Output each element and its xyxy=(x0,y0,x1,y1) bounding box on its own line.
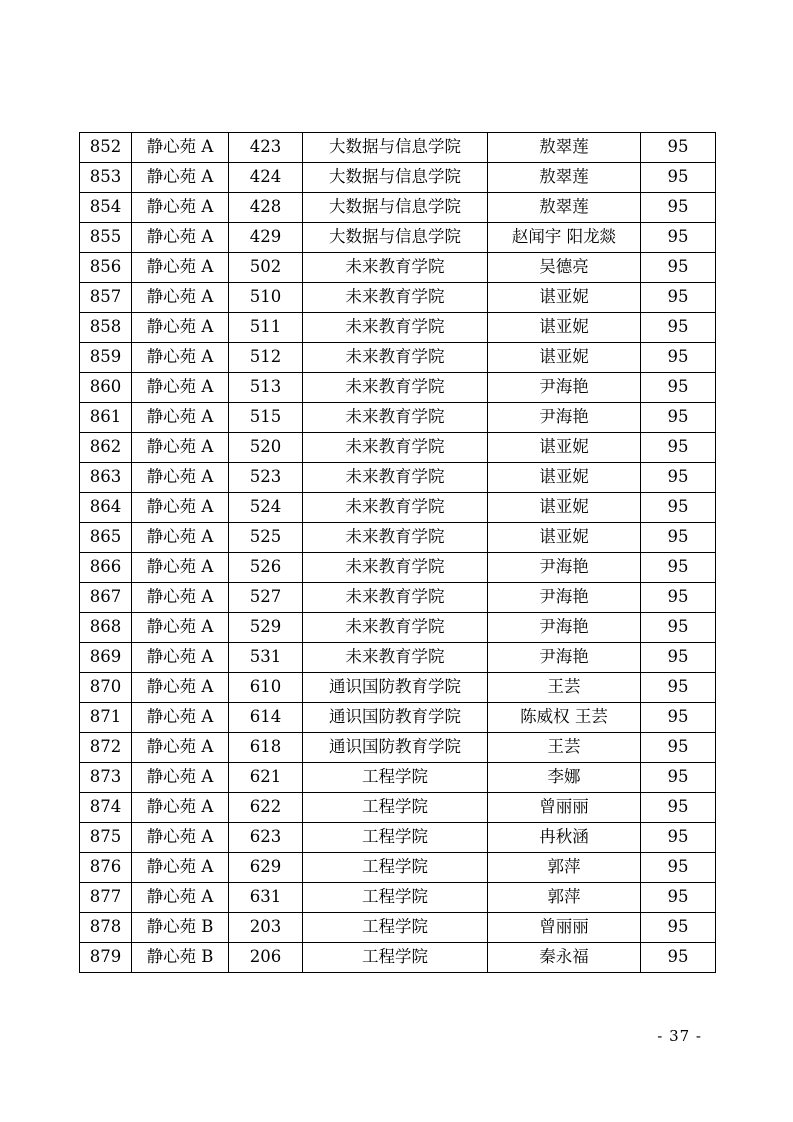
building-cell: 静心苑 A xyxy=(132,643,229,673)
room-number-cell: 631 xyxy=(229,883,303,913)
serial-number-cell: 861 xyxy=(80,403,132,433)
serial-number-cell: 871 xyxy=(80,703,132,733)
score-cell: 95 xyxy=(641,853,716,883)
score-cell: 95 xyxy=(641,133,716,163)
serial-number-cell: 853 xyxy=(80,163,132,193)
serial-number-cell: 877 xyxy=(80,883,132,913)
table-row xyxy=(80,853,716,883)
building-cell: 静心苑 A xyxy=(132,163,229,193)
college-cell: 通识国防教育学院 xyxy=(303,703,488,733)
serial-number-cell: 870 xyxy=(80,673,132,703)
score-cell: 95 xyxy=(641,493,716,523)
table-row xyxy=(80,403,716,433)
score-cell: 95 xyxy=(641,163,716,193)
serial-number-cell: 864 xyxy=(80,493,132,523)
serial-number-cell: 863 xyxy=(80,463,132,493)
staff-name-cell: 敖翠莲 xyxy=(488,193,641,223)
college-cell: 未来教育学院 xyxy=(303,583,488,613)
staff-name-cell: 谌亚妮 xyxy=(488,493,641,523)
staff-name-cell: 尹海艳 xyxy=(488,403,641,433)
table-row xyxy=(80,943,716,973)
serial-number-cell: 856 xyxy=(80,253,132,283)
staff-name-cell: 谌亚妮 xyxy=(488,283,641,313)
table-row xyxy=(80,763,716,793)
serial-number-cell: 860 xyxy=(80,373,132,403)
table-row xyxy=(80,733,716,763)
college-cell: 未来教育学院 xyxy=(303,463,488,493)
table-row xyxy=(80,793,716,823)
staff-name-cell: 秦永福 xyxy=(488,943,641,973)
score-cell: 95 xyxy=(641,643,716,673)
score-cell: 95 xyxy=(641,223,716,253)
serial-number-cell: 875 xyxy=(80,823,132,853)
room-number-cell: 428 xyxy=(229,193,303,223)
score-cell: 95 xyxy=(641,553,716,583)
table-row xyxy=(80,553,716,583)
college-cell: 未来教育学院 xyxy=(303,283,488,313)
score-cell: 95 xyxy=(641,703,716,733)
staff-name-cell: 谌亚妮 xyxy=(488,463,641,493)
serial-number-cell: 859 xyxy=(80,343,132,373)
building-cell: 静心苑 A xyxy=(132,283,229,313)
staff-name-cell: 谌亚妮 xyxy=(488,313,641,343)
serial-number-cell: 855 xyxy=(80,223,132,253)
table-row xyxy=(80,133,716,163)
score-cell: 95 xyxy=(641,793,716,823)
table-row xyxy=(80,613,716,643)
serial-number-cell: 872 xyxy=(80,733,132,763)
staff-name-cell: 敖翠莲 xyxy=(488,163,641,193)
college-cell: 大数据与信息学院 xyxy=(303,163,488,193)
table-row xyxy=(80,283,716,313)
score-cell: 95 xyxy=(641,943,716,973)
room-number-cell: 525 xyxy=(229,523,303,553)
table-row xyxy=(80,883,716,913)
college-cell: 工程学院 xyxy=(303,793,488,823)
room-number-cell: 429 xyxy=(229,223,303,253)
staff-name-cell: 郭萍 xyxy=(488,883,641,913)
building-cell: 静心苑 A xyxy=(132,793,229,823)
score-cell: 95 xyxy=(641,673,716,703)
staff-name-cell: 谌亚妮 xyxy=(488,343,641,373)
room-number-cell: 529 xyxy=(229,613,303,643)
table-row xyxy=(80,223,716,253)
college-cell: 未来教育学院 xyxy=(303,523,488,553)
serial-number-cell: 858 xyxy=(80,313,132,343)
table-row xyxy=(80,253,716,283)
staff-name-cell: 尹海艳 xyxy=(488,373,641,403)
college-cell: 工程学院 xyxy=(303,763,488,793)
building-cell: 静心苑 A xyxy=(132,223,229,253)
college-cell: 工程学院 xyxy=(303,943,488,973)
room-number-cell: 524 xyxy=(229,493,303,523)
room-number-cell: 623 xyxy=(229,823,303,853)
table-body xyxy=(80,133,716,973)
staff-name-cell: 陈威权 王芸 xyxy=(488,703,641,733)
building-cell: 静心苑 A xyxy=(132,253,229,283)
building-cell: 静心苑 A xyxy=(132,673,229,703)
room-number-cell: 526 xyxy=(229,553,303,583)
table-row xyxy=(80,343,716,373)
staff-name-cell: 尹海艳 xyxy=(488,643,641,673)
table-row xyxy=(80,193,716,223)
building-cell: 静心苑 A xyxy=(132,553,229,583)
building-cell: 静心苑 A xyxy=(132,133,229,163)
staff-name-cell: 谌亚妮 xyxy=(488,523,641,553)
score-cell: 95 xyxy=(641,403,716,433)
staff-name-cell: 郭萍 xyxy=(488,853,641,883)
room-number-cell: 423 xyxy=(229,133,303,163)
room-number-cell: 513 xyxy=(229,373,303,403)
building-cell: 静心苑 A xyxy=(132,613,229,643)
building-cell: 静心苑 A xyxy=(132,493,229,523)
score-cell: 95 xyxy=(641,253,716,283)
score-cell: 95 xyxy=(641,823,716,853)
table-row xyxy=(80,373,716,403)
room-number-cell: 424 xyxy=(229,163,303,193)
score-cell: 95 xyxy=(641,463,716,493)
table-row xyxy=(80,463,716,493)
score-cell: 95 xyxy=(641,283,716,313)
score-cell: 95 xyxy=(641,193,716,223)
room-number-cell: 520 xyxy=(229,433,303,463)
score-cell: 95 xyxy=(641,523,716,553)
building-cell: 静心苑 B xyxy=(132,913,229,943)
building-cell: 静心苑 A xyxy=(132,373,229,403)
college-cell: 未来教育学院 xyxy=(303,253,488,283)
score-cell: 95 xyxy=(641,313,716,343)
staff-name-cell: 冉秋涵 xyxy=(488,823,641,853)
table-row xyxy=(80,583,716,613)
serial-number-cell: 878 xyxy=(80,913,132,943)
serial-number-cell: 852 xyxy=(80,133,132,163)
building-cell: 静心苑 A xyxy=(132,763,229,793)
college-cell: 通识国防教育学院 xyxy=(303,733,488,763)
table-row xyxy=(80,313,716,343)
room-number-cell: 527 xyxy=(229,583,303,613)
college-cell: 大数据与信息学院 xyxy=(303,193,488,223)
room-number-cell: 511 xyxy=(229,313,303,343)
room-number-cell: 203 xyxy=(229,913,303,943)
room-number-cell: 523 xyxy=(229,463,303,493)
page-number: - 37 - xyxy=(657,1027,702,1045)
college-cell: 未来教育学院 xyxy=(303,403,488,433)
building-cell: 静心苑 A xyxy=(132,523,229,553)
score-cell: 95 xyxy=(641,373,716,403)
score-cell: 95 xyxy=(641,433,716,463)
serial-number-cell: 869 xyxy=(80,643,132,673)
room-number-cell: 531 xyxy=(229,643,303,673)
score-cell: 95 xyxy=(641,883,716,913)
college-cell: 未来教育学院 xyxy=(303,553,488,583)
serial-number-cell: 865 xyxy=(80,523,132,553)
table-row xyxy=(80,823,716,853)
staff-name-cell: 尹海艳 xyxy=(488,583,641,613)
college-cell: 工程学院 xyxy=(303,823,488,853)
building-cell: 静心苑 B xyxy=(132,943,229,973)
college-cell: 未来教育学院 xyxy=(303,373,488,403)
building-cell: 静心苑 A xyxy=(132,883,229,913)
college-cell: 工程学院 xyxy=(303,883,488,913)
college-cell: 未来教育学院 xyxy=(303,643,488,673)
room-number-cell: 614 xyxy=(229,703,303,733)
table-row xyxy=(80,163,716,193)
staff-name-cell: 曾丽丽 xyxy=(488,793,641,823)
score-cell: 95 xyxy=(641,343,716,373)
table-row xyxy=(80,703,716,733)
serial-number-cell: 876 xyxy=(80,853,132,883)
college-cell: 未来教育学院 xyxy=(303,313,488,343)
score-cell: 95 xyxy=(641,583,716,613)
table-row xyxy=(80,493,716,523)
building-cell: 静心苑 A xyxy=(132,313,229,343)
college-cell: 通识国防教育学院 xyxy=(303,673,488,703)
serial-number-cell: 866 xyxy=(80,553,132,583)
serial-number-cell: 862 xyxy=(80,433,132,463)
table-row xyxy=(80,433,716,463)
room-number-cell: 621 xyxy=(229,763,303,793)
college-cell: 大数据与信息学院 xyxy=(303,133,488,163)
room-number-cell: 502 xyxy=(229,253,303,283)
serial-number-cell: 854 xyxy=(80,193,132,223)
staff-name-cell: 王芸 xyxy=(488,673,641,703)
room-number-cell: 622 xyxy=(229,793,303,823)
staff-name-cell: 曾丽丽 xyxy=(488,913,641,943)
staff-name-cell: 王芸 xyxy=(488,733,641,763)
score-cell: 95 xyxy=(641,733,716,763)
building-cell: 静心苑 A xyxy=(132,193,229,223)
dormitory-score-table xyxy=(79,132,716,973)
building-cell: 静心苑 A xyxy=(132,853,229,883)
score-cell: 95 xyxy=(641,763,716,793)
college-cell: 未来教育学院 xyxy=(303,493,488,523)
serial-number-cell: 873 xyxy=(80,763,132,793)
college-cell: 未来教育学院 xyxy=(303,613,488,643)
serial-number-cell: 874 xyxy=(80,793,132,823)
room-number-cell: 629 xyxy=(229,853,303,883)
serial-number-cell: 879 xyxy=(80,943,132,973)
room-number-cell: 618 xyxy=(229,733,303,763)
room-number-cell: 510 xyxy=(229,283,303,313)
staff-name-cell: 李娜 xyxy=(488,763,641,793)
staff-name-cell: 谌亚妮 xyxy=(488,433,641,463)
staff-name-cell: 吴德亮 xyxy=(488,253,641,283)
building-cell: 静心苑 A xyxy=(132,583,229,613)
building-cell: 静心苑 A xyxy=(132,433,229,463)
building-cell: 静心苑 A xyxy=(132,343,229,373)
table-row xyxy=(80,643,716,673)
room-number-cell: 515 xyxy=(229,403,303,433)
table-row xyxy=(80,523,716,553)
serial-number-cell: 857 xyxy=(80,283,132,313)
college-cell: 未来教育学院 xyxy=(303,343,488,373)
college-cell: 大数据与信息学院 xyxy=(303,223,488,253)
college-cell: 未来教育学院 xyxy=(303,433,488,463)
staff-name-cell: 敖翠莲 xyxy=(488,133,641,163)
building-cell: 静心苑 A xyxy=(132,463,229,493)
building-cell: 静心苑 A xyxy=(132,823,229,853)
table-row xyxy=(80,673,716,703)
room-number-cell: 206 xyxy=(229,943,303,973)
room-number-cell: 610 xyxy=(229,673,303,703)
staff-name-cell: 尹海艳 xyxy=(488,553,641,583)
staff-name-cell: 赵闻宇 阳龙燚 xyxy=(488,223,641,253)
college-cell: 工程学院 xyxy=(303,853,488,883)
score-cell: 95 xyxy=(641,613,716,643)
serial-number-cell: 868 xyxy=(80,613,132,643)
building-cell: 静心苑 A xyxy=(132,703,229,733)
building-cell: 静心苑 A xyxy=(132,403,229,433)
score-cell: 95 xyxy=(641,913,716,943)
building-cell: 静心苑 A xyxy=(132,733,229,763)
room-number-cell: 512 xyxy=(229,343,303,373)
serial-number-cell: 867 xyxy=(80,583,132,613)
college-cell: 工程学院 xyxy=(303,913,488,943)
staff-name-cell: 尹海艳 xyxy=(488,613,641,643)
table-row xyxy=(80,913,716,943)
